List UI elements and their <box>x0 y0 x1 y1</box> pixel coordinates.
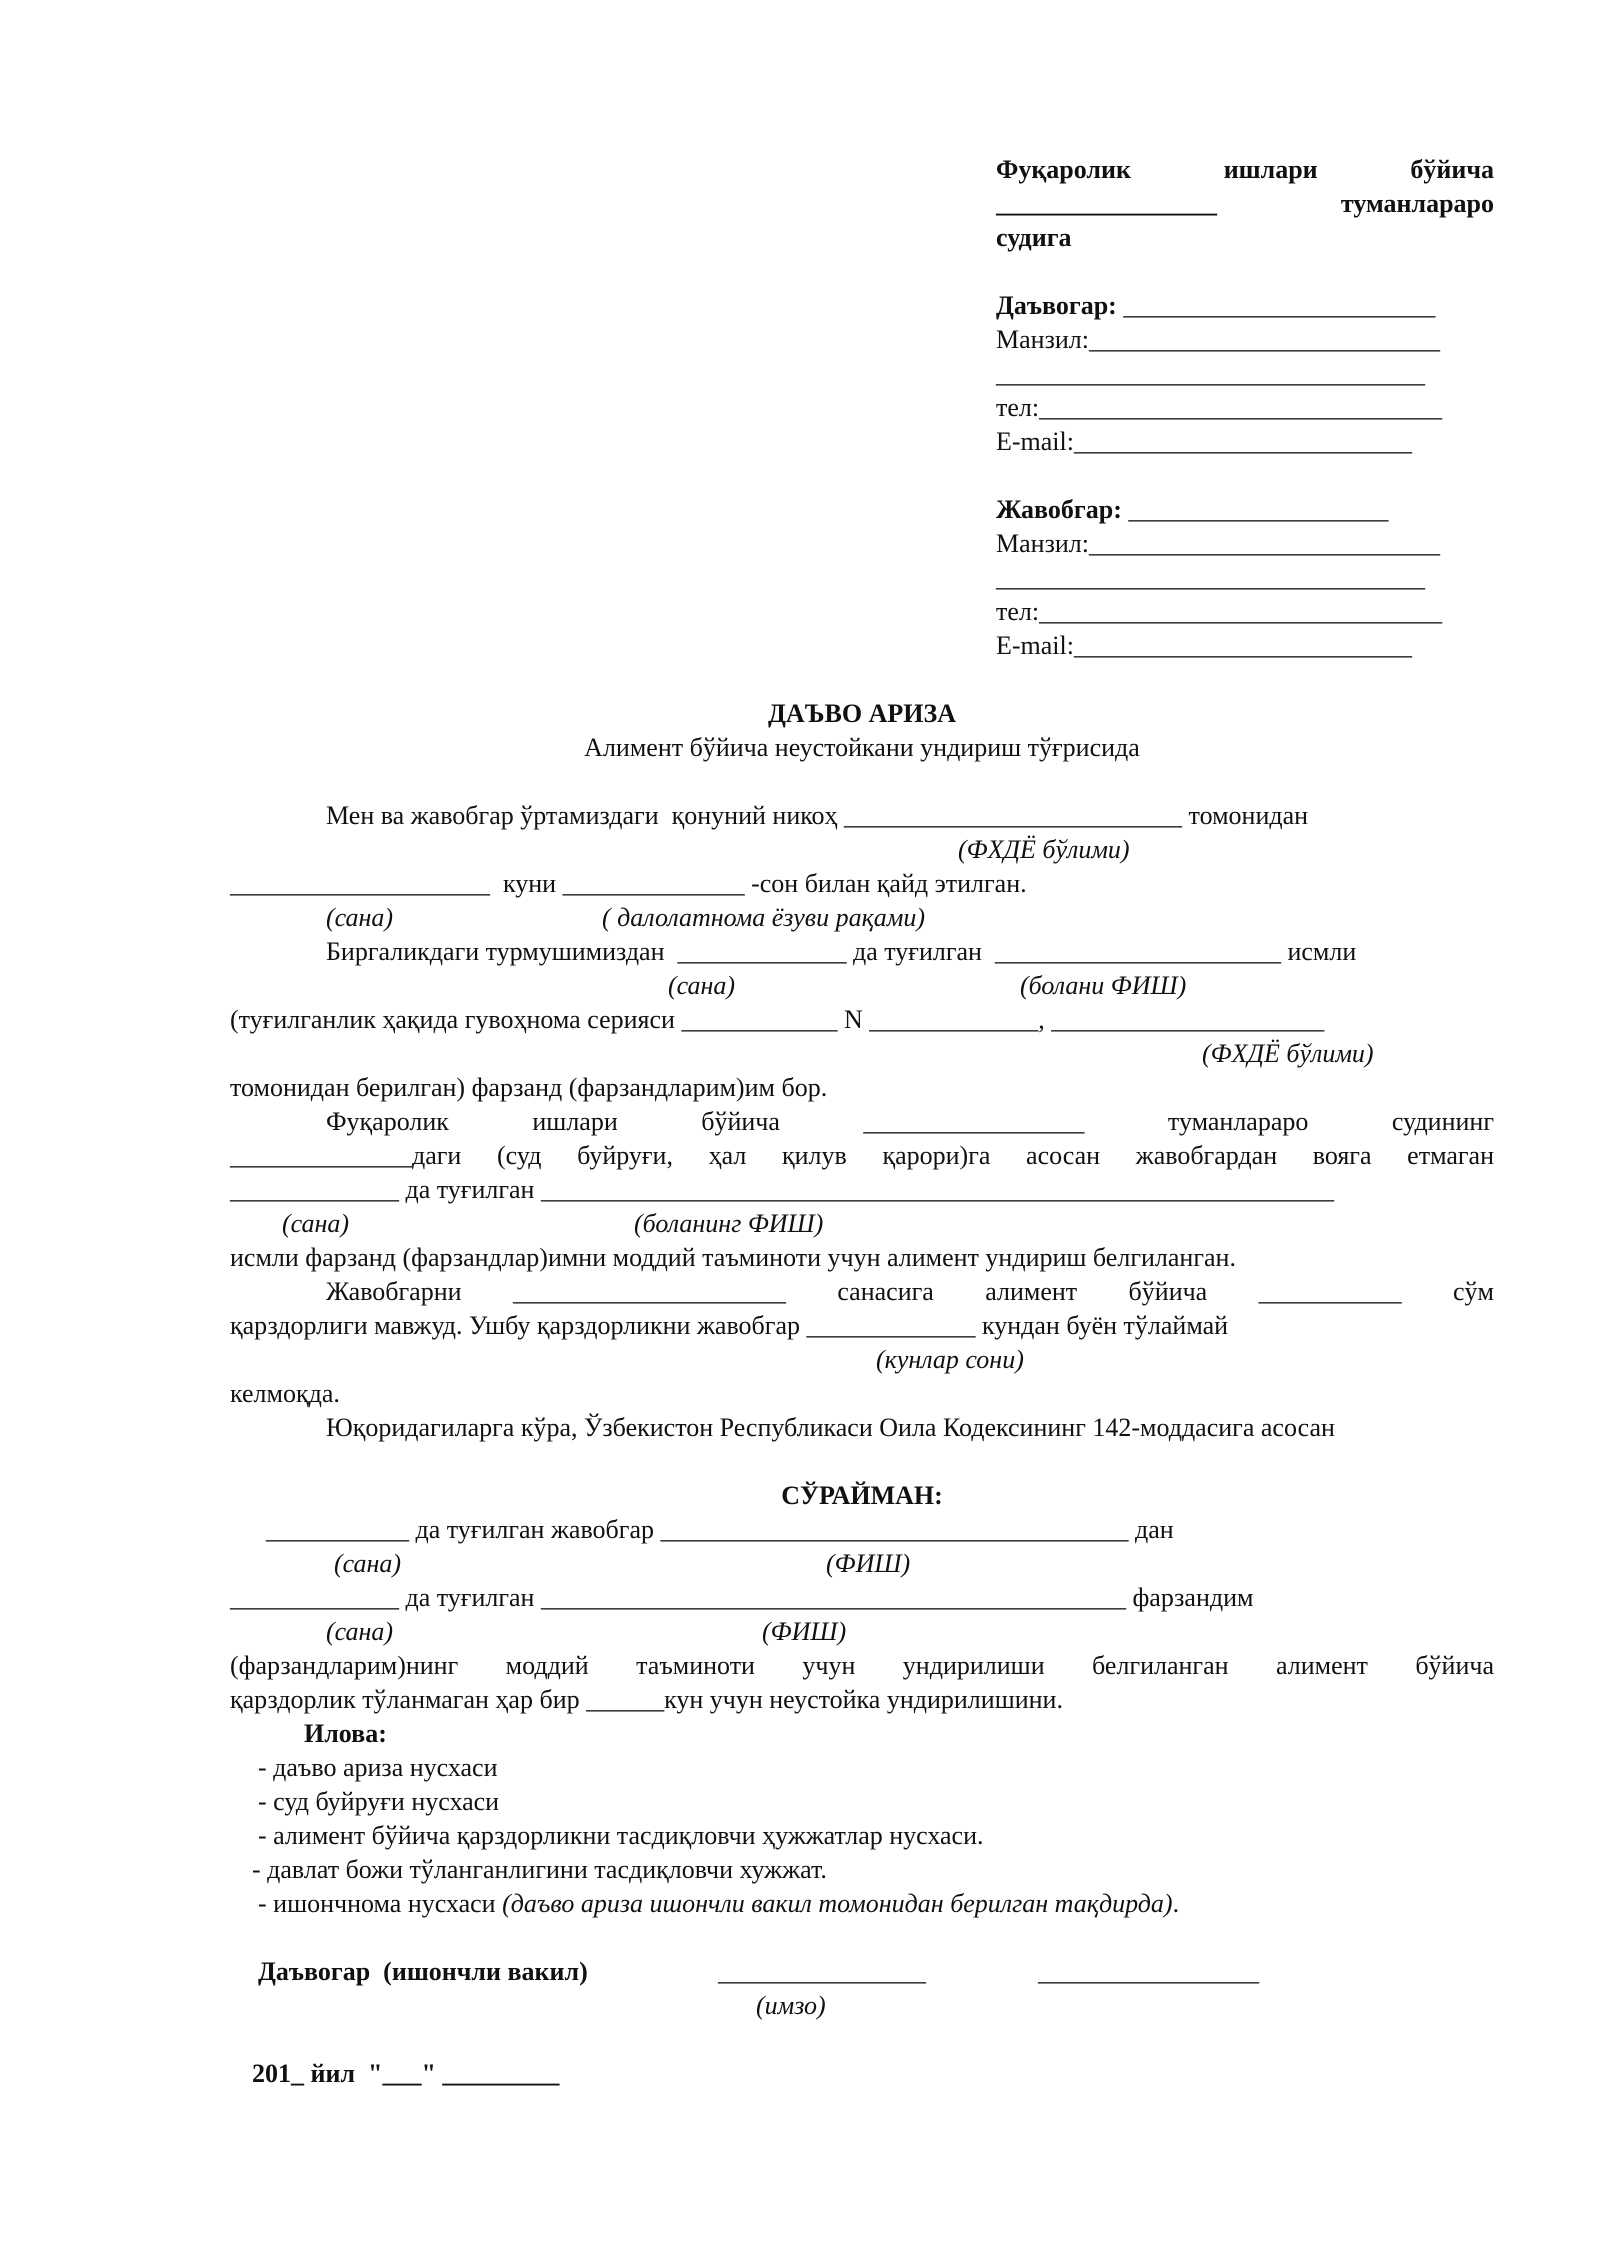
plaintiff-blank: ________________________ <box>1116 291 1436 320</box>
p4-line-3: келмоқда. <box>230 1379 340 1408</box>
p2-line-3: томонидан берилган) фарзанд (фарзандларим)им бор. <box>230 1073 828 1102</box>
court-line-2: _________________ туманлараро <box>996 189 1494 218</box>
defendant-blank: ____________________ <box>1121 495 1389 524</box>
attachment-item: - алимент бўйича қарздорликни тасдиқловчи ҳужжатлар нусхаси. <box>258 1821 984 1850</box>
request-line-3: (фарзандларим)нинг моддий таъминоти учун ундирилиши белгиланган алимент бўйича <box>230 1651 1494 1680</box>
p1-hint-1: (ФХДЁ бўлими) <box>958 835 1130 864</box>
attachment-item: - суд буйруғи нусхаси <box>258 1787 500 1816</box>
date-line: 201_ йил "___" _________ <box>252 2059 560 2088</box>
signature-label: Даъвогар (ишончли вакил) <box>258 1957 588 1986</box>
p2-hint-registry: (ФХДЁ бўлими) <box>1202 1039 1374 1068</box>
request-hint-name-1: (ФИШ) <box>826 1549 911 1578</box>
document-subtitle: Алимент бўйича неустойкани ундириш тўғрисида <box>584 733 1140 762</box>
attachment-text: - ишончнома нусхаси <box>258 1889 503 1918</box>
defendant-line <box>996 493 1388 527</box>
p4-line-1: Жавобгарни _____________________ санасига алимент бўйича ___________ сўм <box>326 1277 1494 1306</box>
plaintiff-address: Манзил:___________________________ <box>996 325 1440 354</box>
signature-blank-2: _________________ <box>1038 1957 1259 1986</box>
request-hint-date-1: (сана) <box>334 1549 402 1578</box>
attachment-note: (даъво ариза ишончли вакил томонидан берилган тақдирда) <box>502 1889 1173 1918</box>
p1-hint-record: ( далолатнома ёзуви рақами) <box>602 903 925 932</box>
p1-hint-date: (сана) <box>326 903 394 932</box>
p1-line-1: Мен ва жавобгар ўртамиздаги қонуний никоҳ __________________________ томонидан <box>326 801 1309 830</box>
plaintiff-address-2: _________________________________ <box>996 359 1425 388</box>
court-line-3: судига <box>996 223 1072 252</box>
defendant-address-2: _________________________________ <box>996 563 1425 592</box>
p3-line-3: _____________ да туғилган _____________________________________________________________ <box>230 1175 1334 1204</box>
request-line-2: _____________ да туғилган _____________________________________________ фарзандим <box>230 1583 1254 1612</box>
request-line-4: қарздорлик тўланмаган ҳар бир ______кун учун неустойка ундирилишини. <box>230 1685 1063 1714</box>
p3-hint-child: (боланинг ФИШ) <box>634 1209 824 1238</box>
attachment-item-last <box>258 1887 1179 1921</box>
plaintiff-label: Даъвогар: <box>996 291 1117 320</box>
p2-line-1: Биргаликдаги турмушимиздан _____________ да туғилган ______________________ исмли <box>326 937 1357 966</box>
signature-blank-1: ________________ <box>718 1957 926 1986</box>
defendant-email: E-mail:__________________________ <box>996 631 1412 660</box>
p2-hint-date: (сана) <box>668 971 736 1000</box>
court-line-1: Фуқаролик ишлари бўйича <box>996 155 1494 184</box>
defendant-phone: тел:_______________________________ <box>996 597 1443 626</box>
p3-line-1: Фуқаролик ишлари бўйича _________________ туманлараро судининг <box>326 1107 1494 1136</box>
attachment-item: - даъво ариза нусхаси <box>258 1753 498 1782</box>
attachment-item: - давлат божи тўланганлигини тасдиқловчи хужжат. <box>252 1855 827 1884</box>
p2-line-2: (туғилганлик ҳақида гувоҳнома серияси ____________ N _____________, _____________________ <box>230 1005 1325 1034</box>
p5-line-1: Юқоридагиларга кўра, Ўзбекистон Республикаси Оила Кодексининг 142-моддасига асосан <box>326 1413 1335 1442</box>
signature-hint: (имзо) <box>756 1991 826 2020</box>
defendant-label: Жавобгар: <box>996 495 1122 524</box>
request-line-1: ___________ да туғилган жавобгар ____________________________________ дан <box>266 1515 1174 1544</box>
request-hint-name-2: (ФИШ) <box>762 1617 847 1646</box>
plaintiff-email: E-mail:__________________________ <box>996 427 1412 456</box>
p3-line-4: исмли фарзанд (фарзандлар)имни моддий таъминоти учун алимент ундириш белгиланган. <box>230 1243 1236 1272</box>
p4-hint-days: (кунлар сони) <box>876 1345 1024 1374</box>
p1-line-2: ____________________ куни ______________ -сон билан қайд этилган. <box>230 869 1027 898</box>
plaintiff-line <box>996 289 1435 323</box>
attachments-heading: Илова: <box>304 1719 387 1748</box>
document-title: ДАЪВО АРИЗА <box>767 699 956 728</box>
attachment-period: . <box>1172 1889 1180 1918</box>
p2-hint-child: (болани ФИШ) <box>1020 971 1187 1000</box>
p4-line-2: қарздорлиги мавжуд. Ушбу қарздорликни жавобгар _____________ кундан буён тўлаймай <box>230 1311 1229 1340</box>
p3-hint-date: (сана) <box>282 1209 350 1238</box>
request-heading: СЎРАЙМАН: <box>781 1481 943 1510</box>
defendant-address: Манзил:___________________________ <box>996 529 1440 558</box>
request-hint-date-2: (сана) <box>326 1617 394 1646</box>
p3-line-2: ______________даги (суд буйруғи, ҳал қилув қарори)га асосан жавобгардан воягa етмаган <box>230 1141 1494 1170</box>
plaintiff-phone: тел:_______________________________ <box>996 393 1443 422</box>
